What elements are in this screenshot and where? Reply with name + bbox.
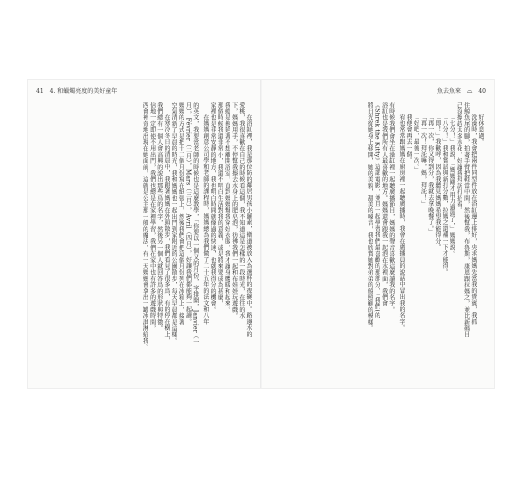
text-column: 在媽媽創意公司學和老師的課程時，媽媽總為我們做了二十五年的法文和八年 (201, 114, 209, 325)
text-column: 己沒擦趕太多水花，好讓我拜訪打招看。 (455, 102, 463, 214)
text-column: 我們總有一個人會高興的說出那些鳥的名字，然後另一個人就回答鳥的形狀與特徵。 (155, 102, 163, 332)
text-column: 家裡也是非常安靜的地方，我也明白時間就像過的快速，也就我得分的機會。 (209, 102, 217, 313)
text-column: 「八分！」我和嘗試與新打分數，拉媽之還補一下才能得。 (441, 114, 449, 276)
text-column: 「七分！」我說，「媽媽剛才用力過頭了，」媽媽說。 (448, 114, 456, 257)
text-column: 下，媽媽用手，不停幫我擦去水身上的肥皂泡，彷彿我們一起和布娃娃玩遊戲。 (230, 102, 238, 319)
text-column: 好休息過。 (477, 114, 484, 145)
gutter (260, 80, 262, 388)
text-column: 「再一次，你又得到分，我就去拿晚餐了。」 (426, 114, 434, 235)
text-column: 「再一次！拜託嘛，媽，拜託！」 (419, 114, 427, 207)
text-column: 在浴缸裡，我是那位防的鄰居男孩小羅素，衛道被放入為選杯的夜碗中。路邊水的 (245, 114, 252, 338)
text-column: 洗澡時，我會把兩件同型件放在浴缸邊上排好，央求媽媽先當我的貴賓，我抓 (469, 114, 477, 325)
text-column: 那個時候我還非常小，我還不明白生活對我的意義，或是將來要成為甚麼， (216, 102, 224, 307)
text-column: 空氣清新了早晨的時光，我和媽媽也一起出門到家附近的公園散步，每天早晨都是這樣。 (170, 102, 178, 344)
left-page-header (36, 86, 117, 95)
book-spread (28, 80, 494, 388)
text-column: 「好吧，最後一次。」 (412, 114, 420, 173)
text-column: 西會神奇地出現在她面前，這就是公主那一般的魔法，有一天媽媽會拿出一罐冰淇淋給我。 (141, 102, 149, 350)
right-page-header (437, 86, 486, 96)
text-column: 我總是拖延著不想離開浴室，直到媽媽幫我穿好衣服，我才讓身體暖和起來。 (223, 102, 231, 313)
text-column: 浴缸也是我們所有人最喜歡的地方。媽媽還會跟我一起泡在水裡面，我們會 (380, 102, 388, 307)
text-column: 媽媽的方式是把十二個月份寫在紙張上，然後我們會把這個月份列在冰箱上，接著 (177, 102, 185, 326)
right-page-body (270, 102, 484, 378)
text-column: 的英文，我要當老師的時候也是這麼教學，「你要以一個又的月份，字排開，Janvier（一 (191, 102, 199, 346)
book-title: 魚去魚來 (436, 88, 461, 95)
text-column: 《Shrek the Kitty》這部電影，並且一起學習我們最喜歡的那部分，「我們(的 (373, 102, 381, 319)
chapter-title: 4. 和蠟燭亮度的美好童年 (49, 88, 118, 95)
left-page-body (38, 102, 252, 378)
text-column: 信地一定即使不用出門，我們也總是在家裡學習，我們在家中也有許多的遊戲時間， (148, 102, 156, 332)
text-column: 將日光從她身上移開，她的美貌，甜美的嗓音，我也欣賞她對弟弟的般照顧的模樣。 (366, 102, 374, 332)
text-column: 住鯨魚尾的腳，拍著手臂把鞋當中間，然後幫我，布魯斯，康恩跟拉媽之，並比新碼目 (462, 102, 470, 338)
text-column: 宥也常常跟媽媽在廚房裡一起聽廣播時，我會在廣播員的說話中冒出我的名字。 (397, 114, 405, 331)
text-column: 在寒冷冬日的清晨中，我跟著媽媽在外頭散步，我們看見了很多鳥，有的停在樹上， (162, 114, 170, 344)
text-column: 「即！」我歡呼，因為我聽見媽媽希望我能得分。 (433, 114, 441, 251)
text-column: 有時候我們會坐在澡缸裡一起聽廣播節目，媽媽的聲音喜歡這麼讀我的名字。 (387, 102, 395, 313)
text-column: 我便會再去一個。 (405, 114, 413, 164)
right-page-number: 40 (478, 88, 486, 95)
left-page-number: 41 (36, 88, 44, 95)
header-ornament-icon: ⌓ (466, 87, 473, 95)
text-column: 月），Février（二月），Mars（三月），Avril（四月），好讓我們都能夠一起讀。 (184, 102, 192, 325)
text-column: 愛桃，我很喜歡在自己的時候看這個，我不知道這是怎樣的一段時光，在往的水 (237, 102, 245, 319)
